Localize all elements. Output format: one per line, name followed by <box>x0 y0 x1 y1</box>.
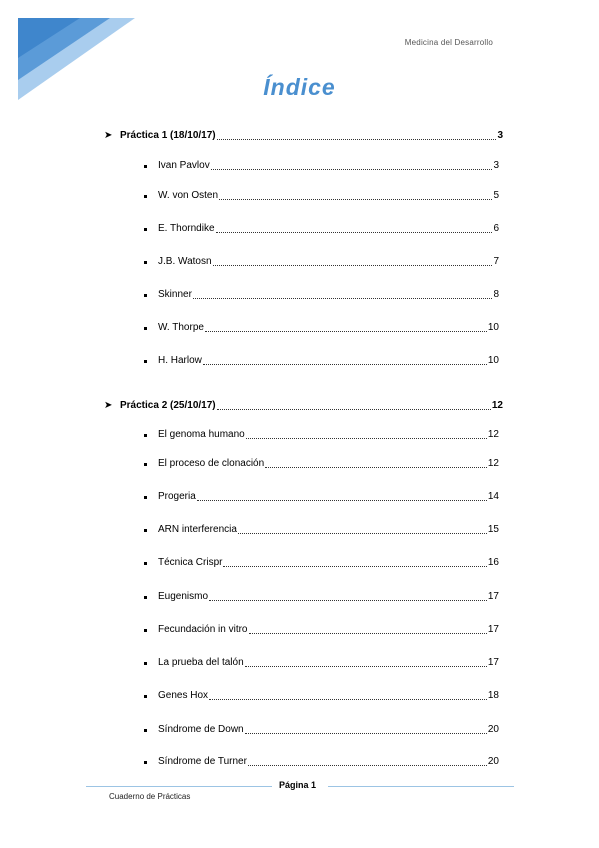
toc-item-page: 16 <box>487 557 499 568</box>
toc-item-page: 12 <box>487 429 499 440</box>
toc-item-label: El genoma humano <box>158 429 245 440</box>
dot-leader <box>217 139 497 140</box>
toc-item-page: 5 <box>493 190 499 201</box>
dot-leader <box>209 699 487 700</box>
square-bullet-icon <box>144 562 147 565</box>
toc-item-label: J.B. Watosn <box>158 256 212 267</box>
toc-section[interactable] <box>104 130 503 142</box>
toc-section-label: Práctica 2 (25/10/17) <box>120 400 216 411</box>
square-bullet-icon <box>144 629 147 632</box>
toc-item[interactable] <box>158 256 499 268</box>
dot-leader <box>219 199 492 200</box>
square-bullet-icon <box>144 327 147 330</box>
toc-item-label: W. Thorpe <box>158 322 204 333</box>
toc-item-label: W. von Osten <box>158 190 219 201</box>
toc-item[interactable] <box>158 429 499 441</box>
square-bullet-icon <box>144 434 147 437</box>
square-bullet-icon <box>144 261 147 264</box>
toc-item-page: 8 <box>493 289 499 300</box>
toc-item[interactable] <box>158 524 499 536</box>
toc-item[interactable] <box>158 355 499 367</box>
toc-item-page: 12 <box>487 458 499 469</box>
dot-leader <box>223 566 486 567</box>
toc-item[interactable] <box>158 223 499 235</box>
toc-item-label: La prueba del talón <box>158 657 244 668</box>
toc-item[interactable] <box>158 458 499 470</box>
dot-leader <box>203 364 487 365</box>
toc-item-label: Fecundación in vitro <box>158 624 248 635</box>
square-bullet-icon <box>144 761 147 764</box>
square-bullet-icon <box>144 463 147 466</box>
square-bullet-icon <box>144 695 147 698</box>
toc-item[interactable] <box>158 657 499 669</box>
toc-item-page: 17 <box>487 591 499 602</box>
toc-item-page: 7 <box>493 256 499 267</box>
page-title: Índice <box>263 74 336 100</box>
toc-item-page: 18 <box>487 690 499 701</box>
toc-item-label: E. Thorndike <box>158 223 215 234</box>
toc-item-page: 17 <box>487 657 499 668</box>
toc-item[interactable] <box>158 624 499 636</box>
toc-item-page: 10 <box>487 322 499 333</box>
footer-document-title: Cuaderno de Prácticas <box>109 792 191 801</box>
toc-item-label: ARN interferencia <box>158 524 237 535</box>
square-bullet-icon <box>144 596 147 599</box>
dot-leader <box>205 331 487 332</box>
toc-item-label: Técnica Crispr <box>158 557 223 568</box>
dot-leader <box>238 533 487 534</box>
toc-item-page: 6 <box>493 223 499 234</box>
square-bullet-icon <box>144 529 147 532</box>
toc-item[interactable] <box>158 491 499 503</box>
toc-item-page: 15 <box>487 524 499 535</box>
toc-section-page: 3 <box>497 130 503 141</box>
toc-item[interactable] <box>158 160 499 172</box>
square-bullet-icon <box>144 496 147 499</box>
footer-divider-left <box>86 786 272 787</box>
header-subject: Medicina del Desarrollo <box>404 38 493 47</box>
toc-item[interactable] <box>158 557 499 569</box>
toc-section[interactable] <box>104 400 503 412</box>
toc-item-page: 14 <box>487 491 499 502</box>
dot-leader <box>213 265 493 266</box>
toc-item[interactable] <box>158 690 499 702</box>
toc-item-label: Eugenismo <box>158 591 209 602</box>
toc-item-label: Síndrome de Down <box>158 724 244 735</box>
square-bullet-icon <box>144 360 147 363</box>
toc-item-label: Síndrome de Turner <box>158 756 247 767</box>
toc-item-label: El proceso de clonación <box>158 458 265 469</box>
dot-leader <box>246 438 487 439</box>
toc-item[interactable] <box>158 322 499 334</box>
square-bullet-icon <box>144 165 147 168</box>
toc-item[interactable] <box>158 190 499 202</box>
toc-item-page: 17 <box>487 624 499 635</box>
toc-item-label: Ivan Pavlov <box>158 160 210 171</box>
arrow-bullet-icon: ➤ <box>104 130 113 141</box>
dot-leader <box>216 232 493 233</box>
square-bullet-icon <box>144 195 147 198</box>
toc-item-page: 20 <box>487 756 499 767</box>
square-bullet-icon <box>144 294 147 297</box>
dot-leader <box>265 467 487 468</box>
dot-leader <box>197 500 487 501</box>
footer-page-number: Página 1 <box>279 780 317 790</box>
toc-item[interactable] <box>158 724 499 736</box>
toc-section-page: 12 <box>491 400 503 411</box>
dot-leader <box>211 169 493 170</box>
dot-leader <box>245 666 487 667</box>
square-bullet-icon <box>144 228 147 231</box>
dot-leader <box>245 733 487 734</box>
arrow-bullet-icon: ➤ <box>104 400 113 411</box>
toc-item-label: Progeria <box>158 491 196 502</box>
footer-divider-right <box>328 786 514 787</box>
toc-section-label: Práctica 1 (18/10/17) <box>120 130 216 141</box>
toc-item-page: 3 <box>493 160 499 171</box>
dot-leader <box>209 600 487 601</box>
dot-leader <box>249 633 487 634</box>
square-bullet-icon <box>144 729 147 732</box>
dot-leader <box>217 409 491 410</box>
dot-leader <box>248 765 487 766</box>
dot-leader <box>193 298 493 299</box>
toc-item[interactable] <box>158 591 499 603</box>
toc-item-label: Genes Hox <box>158 690 209 701</box>
toc-item-label: Skinner <box>158 289 192 300</box>
toc-item[interactable] <box>158 289 499 301</box>
toc-item-label: H. Harlow <box>158 355 202 366</box>
toc-item[interactable] <box>158 756 499 768</box>
toc-item-page: 10 <box>487 355 499 366</box>
toc-item-page: 20 <box>487 724 499 735</box>
square-bullet-icon <box>144 662 147 665</box>
